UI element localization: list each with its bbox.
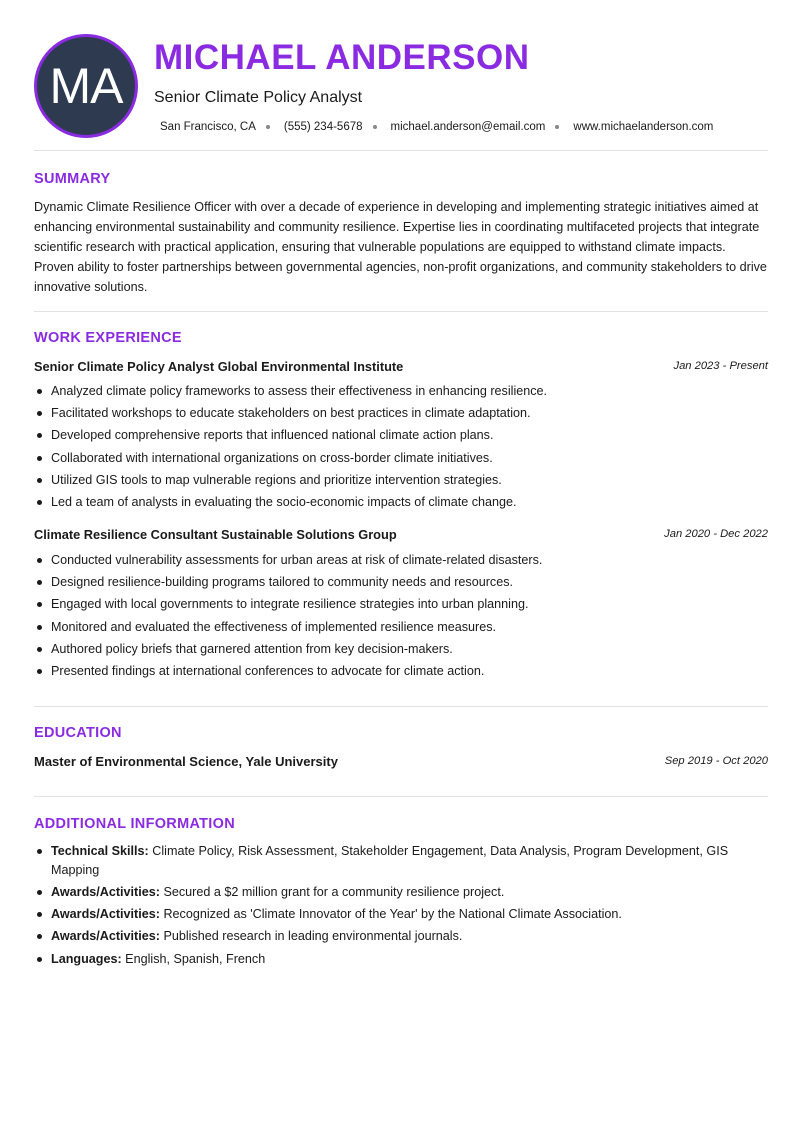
list-item: Monitored and evaluated the effectiveness of implemented resilience measures. [34, 616, 768, 638]
list-item [34, 950, 768, 969]
item-text: Climate Policy, Risk Assessment, Stakeholder Engagement, Data Analysis, Program Development, GIS Mapping [51, 844, 729, 877]
contact-email[interactable]: michael.anderson@email.com [390, 121, 546, 133]
item-label: Awards/Activities: [51, 907, 160, 921]
education-date: Sep 2019 - Oct 2020 [664, 755, 768, 767]
item-text: Secured a $2 million grant for a community resilience project. [159, 885, 505, 899]
list-item: Facilitated workshops to educate stakeholders on best practices in climate adaptation. [34, 402, 768, 424]
item-text: English, Spanish, French [121, 952, 266, 966]
job-role: Climate Resilience Consultant Sustainable Solutions Group [34, 527, 397, 542]
list-item: Designed resilience-building programs tailored to community needs and resources. [34, 571, 768, 593]
item-label: Awards/Activities: [51, 929, 160, 943]
divider [34, 796, 768, 797]
resume-header [34, 34, 768, 138]
additional-heading: ADDITIONAL INFORMATION [34, 816, 235, 832]
candidate-title: Senior Climate Policy Analyst [154, 89, 363, 106]
list-item: Led a team of analysts in evaluating the socio-economic impacts of climate change. [34, 491, 768, 513]
contact-phone[interactable]: (555) 234-5678 [283, 121, 363, 133]
experience-heading: WORK EXPERIENCE [34, 330, 182, 346]
education-degree: Master of Environmental Science, Yale University [34, 754, 338, 769]
list-item: Engaged with local governments to integrate resilience strategies into urban planning. [34, 593, 768, 615]
job-bullets [34, 380, 768, 513]
contact-website[interactable]: www.michaelanderson.com [573, 121, 714, 133]
job-date: Jan 2023 - Present [673, 360, 768, 372]
list-item [34, 842, 768, 880]
avatar [34, 34, 138, 138]
item-label: Awards/Activities: [51, 885, 160, 899]
list-item: Presented findings at international conferences to advocate for climate action. [34, 660, 768, 682]
list-item [34, 883, 768, 902]
separator-dot-icon [555, 125, 559, 129]
item-text: Recognized as 'Climate Innovator of the Year' by the National Climate Association. [159, 907, 622, 921]
job-bullets [34, 549, 768, 682]
divider [34, 311, 768, 312]
item-label: Languages: [51, 952, 122, 966]
summary-text: Dynamic Climate Resilience Officer with over a decade of experience in developing and implementing strategic initiatives aimed at enhancing environmental sustainability and community resilience. Expertise lies in coordinating multifaceted projects that integrate scientific research with practical application, ensuring that vulnerable populations are equipped to withstand climate impacts. Proven ability to foster partnerships between governmental agencies, non-profit organizations, and community stakeholders to drive innovative solutions. [34, 200, 767, 294]
avatar-initials: MA [49, 58, 123, 114]
list-item: Developed comprehensive reports that influenced national climate action plans. [34, 424, 768, 446]
additional-list [34, 842, 768, 972]
list-item [34, 905, 768, 924]
separator-dot-icon [266, 125, 270, 129]
contact-location: San Francisco, CA [160, 121, 256, 133]
job-header [34, 527, 768, 545]
summary-heading: SUMMARY [34, 171, 111, 187]
item-text: Published research in leading environmental journals. [159, 929, 463, 943]
list-item: Conducted vulnerability assessments for urban areas at risk of climate-related disasters. [34, 549, 768, 571]
list-item: Collaborated with international organizations on cross-border climate initiatives. [34, 447, 768, 469]
list-item: Authored policy briefs that garnered attention from key decision-makers. [34, 638, 768, 660]
item-label: Technical Skills: [51, 844, 149, 858]
list-item: Analyzed climate policy frameworks to assess their effectiveness in enhancing resilience. [34, 380, 768, 402]
candidate-name: MICHAEL ANDERSON [154, 38, 530, 77]
education-heading: EDUCATION [34, 725, 122, 741]
divider [34, 150, 768, 151]
list-item: Utilized GIS tools to map vulnerable regions and prioritize intervention strategies. [34, 469, 768, 491]
job-role: Senior Climate Policy Analyst Global Environmental Institute [34, 359, 404, 374]
separator-dot-icon [373, 125, 377, 129]
job-header [34, 359, 768, 377]
contact-line [160, 121, 713, 133]
job-date: Jan 2020 - Dec 2022 [664, 528, 768, 540]
divider [34, 706, 768, 707]
education-entry [34, 754, 768, 772]
list-item [34, 927, 768, 946]
